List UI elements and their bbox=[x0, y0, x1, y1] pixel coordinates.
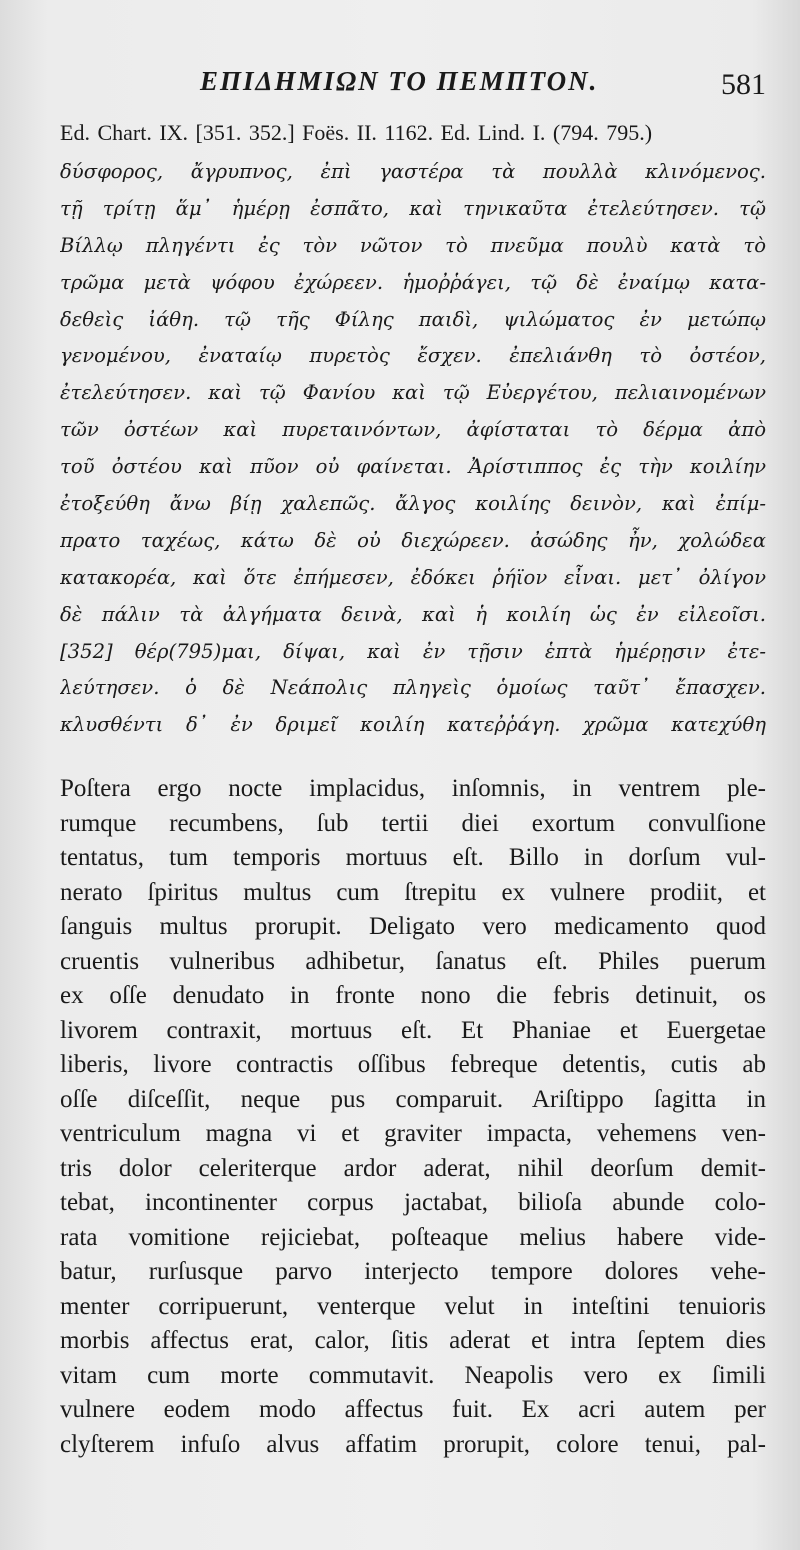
greek-line: δὲ πάλιν τὰ ἀλγήματα δεινὰ, καὶ ἡ κοιλίη ὡς ἐν εἰλεοῖσι. bbox=[60, 602, 766, 626]
greek-line: τῶν ὀστέων καὶ πυρεταινόντων, ἀφίσταται τὸ δέρμα ἀπὸ bbox=[60, 418, 766, 442]
latin-line: livorem contraxit, mortuus eſt. Et Phaniae et Euergetae bbox=[60, 1016, 766, 1044]
greek-line: [352] θέρ(795)μαι, δίψαι, καὶ ἐν τῇσιν ἑπτὰ ἡμέρῃσιν ἐτε- bbox=[60, 639, 766, 663]
latin-line: Poſtera ergo nocte implacidus, inſomnis, in ventrem ple- bbox=[60, 775, 766, 802]
greek-line: ἐτελεύτησεν. καὶ τῷ Φανίου καὶ τῷ Εὐεργέτου, πελιαινομένων bbox=[60, 381, 766, 405]
greek-line: γενομένου, ἐναταίῳ πυρετὸς ἔσχεν. ἐπελιάνθη τὸ ὀστέον, bbox=[60, 344, 766, 368]
latin-line: rumque recumbens, ſub tertii diei exortum convulſione bbox=[60, 809, 766, 837]
running-head bbox=[60, 66, 766, 106]
latin-line: batur, rurſusque parvo interjecto tempore dolores vehe- bbox=[60, 1258, 766, 1285]
latin-line: tentatus, tum temporis mortuus eſt. Billo in dorſum vul- bbox=[60, 844, 766, 871]
edition-references: Ed. Chart. IX. [351. 352.] Foës. II. 1162. Ed. Lind. I. (794. 795.) bbox=[60, 120, 653, 145]
greek-line: Βίλλῳ πληγέντι ἐς τὸν νῶτον τὸ πνεῦμα πουλὺ κατὰ τὸ bbox=[60, 233, 766, 257]
latin-line: clyſterem infuſo alvus affatim prorupit, colore tenui, pal- bbox=[60, 1430, 766, 1458]
latin-line: cruentis vulneribus adhibetur, ſanatus eſt. Philes puerum bbox=[60, 947, 766, 975]
greek-line: τοῦ ὀστέου καὶ πῦον οὐ φαίνεται. Ἀρίστιππος ἐς τὴν κοιλίην bbox=[60, 455, 766, 479]
greek-line: πρατο ταχέως, κάτω δὲ οὐ διεχώρεεν. ἀσώδης ἦν, χολώδεα bbox=[60, 528, 766, 552]
latin-text-block bbox=[60, 772, 766, 1462]
greek-line: δεθεὶς ἰάθη. τῷ τῆς Φίλης παιδὶ, ψιλώματος ἐν μετώπῳ bbox=[60, 307, 766, 331]
latin-line: ex oſſe denudato in fronte nono die febris detinuit, os bbox=[60, 982, 766, 1009]
latin-line: vitam cum morte commutavit. Neapolis vero ex ſimili bbox=[60, 1361, 766, 1389]
running-title: ΕΠΙΔΗΜΙΩΝ ΤΟ ΠΕΜΠΤΟΝ. bbox=[200, 66, 599, 96]
latin-line: liberis, livore contractis oſſibus febreque detentis, cutis ab bbox=[60, 1051, 766, 1078]
latin-line: ventriculum magna vi et graviter impacta, vehemens ven- bbox=[60, 1120, 766, 1147]
greek-line: τῇ τρίτῃ ἅμ᾽ ἡμέρῃ ἐσπᾶτο, καὶ τηνικαῦτα ἐτελεύτησεν. τῷ bbox=[60, 196, 766, 220]
greek-line: κλυσθέντι δ᾽ ἐν δριμεῖ κοιλίη κατεῤῥάγη. χρῶμα κατεχύθη bbox=[60, 713, 766, 737]
latin-line: nerato ſpiritus multus cum ſtrepitu ex vulnere prodiit, et bbox=[60, 878, 766, 906]
latin-line: oſſe diſceſſit, neque pus comparuit. Ariſtippo ſagitta in bbox=[60, 1085, 766, 1113]
greek-text-block bbox=[60, 154, 766, 744]
latin-line: ſanguis multus prorupit. Deligato vero medicamento quod bbox=[60, 913, 766, 940]
latin-line: tebat, incontinenter corpus jactabat, bilioſa abunde colo- bbox=[60, 1189, 766, 1216]
latin-line: vulnere eodem modo affectus fuit. Ex acri autem per bbox=[60, 1396, 766, 1423]
page-number: 581 bbox=[721, 68, 766, 101]
latin-line: rata vomitione rejiciebat, poſteaque melius habere vide- bbox=[60, 1223, 766, 1251]
latin-line: morbis affectus erat, calor, ſitis aderat et intra ſeptem dies bbox=[60, 1327, 766, 1354]
greek-line: ἐτοξεύθη ἄνω βίῃ χαλεπῶς. ἄλγος κοιλίης δεινὸν, καὶ ἐπίμ- bbox=[60, 492, 766, 516]
greek-line: δύσφορος, ἄγρυπνος, ἐπὶ γαστέρα τὰ πουλλὰ κλινόμενος. bbox=[60, 160, 766, 183]
greek-line: τρῶμα μετὰ ψόφου ἐχώρεεν. ἡμοῤῥάγει, τῷ δὲ ἐναίμῳ κατα- bbox=[60, 270, 766, 294]
greek-line: λεύτησεν. ὁ δὲ Νεάπολις πληγεὶς ὁμοίως ταῦτ᾽ ἔπασχεν. bbox=[60, 676, 766, 700]
latin-line: menter corripuerunt, venterque velut in inteſtini tenuioris bbox=[60, 1292, 766, 1320]
greek-line: κατακορέα, καὶ ὅτε ἐπήμεσεν, ἐδόκει ῥήϊον εἶναι. μετ᾽ ὀλίγον bbox=[60, 565, 766, 589]
latin-line: tris dolor celeriterque ardor aderat, nihil deorſum demit- bbox=[60, 1154, 766, 1182]
